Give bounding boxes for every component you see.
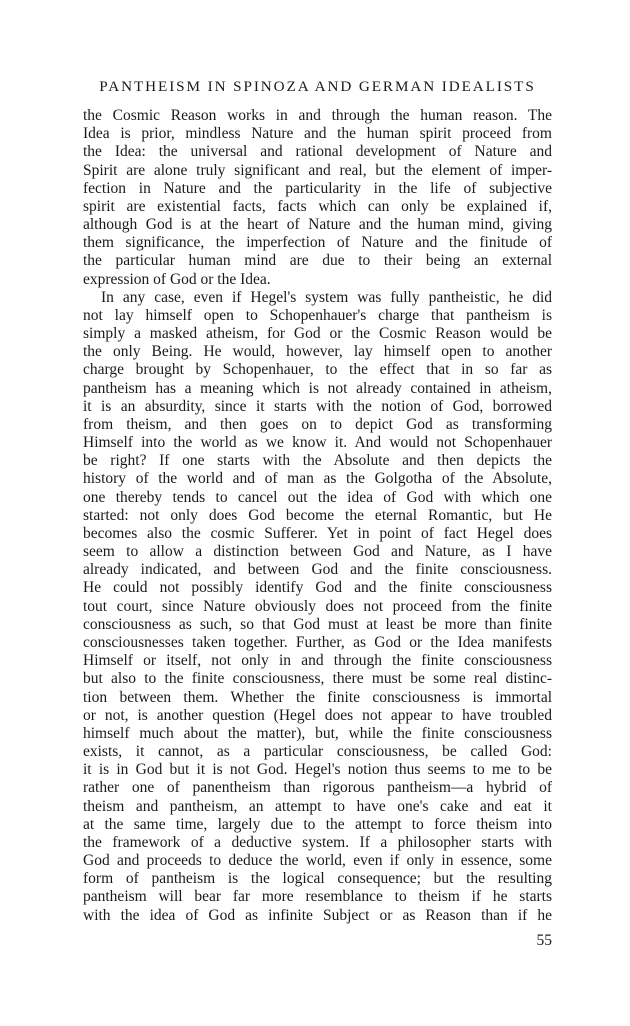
- text-line: exists, it cannot, as a particular consciousness, be called God:: [83, 743, 552, 761]
- text-line: theism and pantheism, an attempt to have one's cake and eat it: [83, 797, 552, 815]
- text-line: it is in God but it is not God. Hegel's notion thus seems to me to be: [83, 761, 552, 779]
- text-line: started: not only does God become the eternal Romantic, but He: [83, 506, 552, 524]
- text-line: himself much about the matter), but, while the finite consciousness: [83, 724, 552, 742]
- text-line: consciousnesses taken together. Further, as God or the Idea manifests: [83, 633, 552, 651]
- text-line: with the idea of God as infinite Subject or as Reason than if he: [83, 906, 552, 924]
- text-line: seem to allow a distinction between God and Nature, as I have: [83, 543, 552, 561]
- text-line: simply a masked atheism, for God or the Cosmic Reason would be: [83, 325, 552, 343]
- text-line: charge brought by Schopenhauer, to the effect that in so far as: [83, 361, 552, 379]
- text-line: them significance, the imperfection of Nature and the finitude of: [83, 234, 552, 252]
- text-line: or not, is another question (Hegel does not appear to have troubled: [83, 706, 552, 724]
- text-line: the framework of a deductive system. If a philosopher starts with: [83, 833, 552, 851]
- paragraph-start-line: In any case, even if Hegel's system was fully pantheistic, he did: [101, 288, 552, 306]
- text-line: the particular human mind are due to their being an external: [83, 252, 552, 270]
- text-line: Himself or itself, not only in and through the finite consciousness: [83, 652, 552, 670]
- text-line: form of pantheism is the logical consequence; but the resulting: [83, 870, 552, 888]
- text-line: be right? If one starts with the Absolute and then depicts the: [83, 452, 552, 470]
- text-line: fection in Nature and the particularity in the life of subjective: [83, 179, 552, 197]
- text-line: it is an absurdity, since it starts with the notion of God, borrowed: [83, 397, 552, 415]
- text-line: becomes also the cosmic Sufferer. Yet in point of fact Hegel does: [83, 524, 552, 542]
- text-line: but also to the finite consciousness, there must be some real distinc-: [83, 670, 552, 688]
- text-line: rather one of panentheism than rigorous pantheism—a hybrid of: [83, 779, 552, 797]
- text-line: the Cosmic Reason works in and through the human reason. The: [83, 107, 552, 124]
- text-line: Spirit are alone truly significant and real, but the element of imper-: [83, 161, 552, 179]
- page-number: 55: [536, 932, 552, 949]
- text-line: already indicated, and between God and the finite consciousness.: [83, 561, 552, 579]
- text-line: Idea is prior, mindless Nature and the human spirit proceed from: [83, 125, 552, 143]
- text-line: pantheism has a meaning which is not already contained in atheism,: [83, 379, 552, 397]
- running-head: PANTHEISM IN SPINOZA AND GERMAN IDEALISTS: [99, 78, 536, 95]
- body-text: [83, 107, 552, 925]
- text-line: He could not possibly identify God and the finite consciousness: [83, 579, 552, 597]
- text-line: expression of God or the Idea.: [83, 270, 271, 288]
- text-line: one thereby tends to cancel out the idea of God with which one: [83, 488, 552, 506]
- text-line: from theism, and then goes on to depict God as transforming: [83, 415, 552, 433]
- text-line: at the same time, largely due to the attempt to force theism into: [83, 815, 552, 833]
- text-line: God and proceeds to deduce the world, even if only in essence, some: [83, 852, 552, 870]
- text-line: Himself into the world as we know it. And would not Schopenhauer: [83, 434, 552, 452]
- text-line: tout court, since Nature obviously does not proceed from the finite: [83, 597, 552, 615]
- text-line: spirit are existential facts, facts which can only be explained if,: [83, 197, 552, 215]
- text-line: not lay himself open to Schopenhauer's charge that pantheism is: [83, 306, 552, 324]
- text-line: pantheism will bear far more resemblance to theism if he starts: [83, 888, 552, 906]
- text-line: the only Being. He would, however, lay himself open to another: [83, 343, 552, 361]
- text-line: although God is at the heart of Nature and the human mind, giving: [83, 216, 552, 234]
- text-line: the Idea: the universal and rational development of Nature and: [83, 143, 552, 161]
- book-page: [83, 0, 552, 1026]
- text-line: consciousness as such, so that God must at least be more than finite: [83, 615, 552, 633]
- text-line: history of the world and of man as the Golgotha of the Absolute,: [83, 470, 552, 488]
- text-line: tion between them. Whether the finite consciousness is immortal: [83, 688, 552, 706]
